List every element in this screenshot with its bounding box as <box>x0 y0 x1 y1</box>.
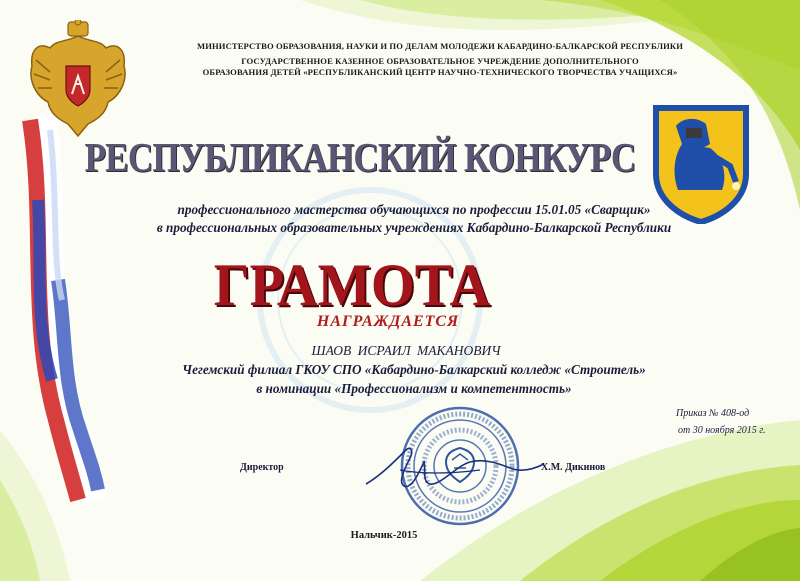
signer-position: Директор <box>240 462 284 473</box>
nomination: в номинации «Профессионализм и компетентность» <box>256 381 572 396</box>
awarded-label: НАГРАЖДАЕТСЯ <box>316 313 460 330</box>
recipient-name: ШАОВ ИСРАИЛ МАКАНОВИЧ <box>311 343 501 358</box>
contest-title: РЕСПУБЛИКАНСКИЙ КОНКУРС <box>84 134 636 180</box>
contest-subtitle-line-1: профессионального мастерства обучающихся по профессии 15.01.05 «Сварщик» <box>177 202 651 217</box>
ministry-header: МИНИСТЕРСТВО ОБРАЗОВАНИЯ, НАУКИ И ПО ДЕЛАМ МОЛОДЕЖИ КАБАРДИНО-БАЛКАРСКОЙ РЕСПУБЛИКИ <box>197 41 683 51</box>
order-date: от 30 ноября 2015 г. <box>678 425 766 436</box>
city-year: Нальчик-2015 <box>350 530 418 541</box>
institution-line-1: ГОСУДАРСТВЕННОЕ КАЗЕННОЕ ОБРАЗОВАТЕЛЬНОЕ УЧРЕЖДЕНИЕ ДОПОЛНИТЕЛЬНОГО <box>241 56 639 66</box>
order-number: Приказ № 408-од <box>676 408 750 419</box>
award-title: ГРАМОТА <box>213 252 491 318</box>
signer-name: Х.М. Дикинов <box>541 462 606 473</box>
handwritten-signature-icon <box>360 440 550 496</box>
contest-subtitle-line-2: в профессиональных образовательных учреждениях Кабардино-Балкарской Республики <box>156 220 672 235</box>
recipient-college: Чегемский филиал ГКОУ СПО «Кабардино-Балкарский колледж «Строитель» <box>182 362 646 377</box>
russian-coat-of-arms-icon <box>26 20 130 138</box>
institution-line-2: ОБРАЗОВАНИЯ ДЕТЕЙ «РЕСПУБЛИКАНСКИЙ ЦЕНТР НАУЧНО-ТЕХНИЧЕСКОГО ТВОРЧЕСТВА УЧАЩИХСЯ» <box>202 67 678 77</box>
